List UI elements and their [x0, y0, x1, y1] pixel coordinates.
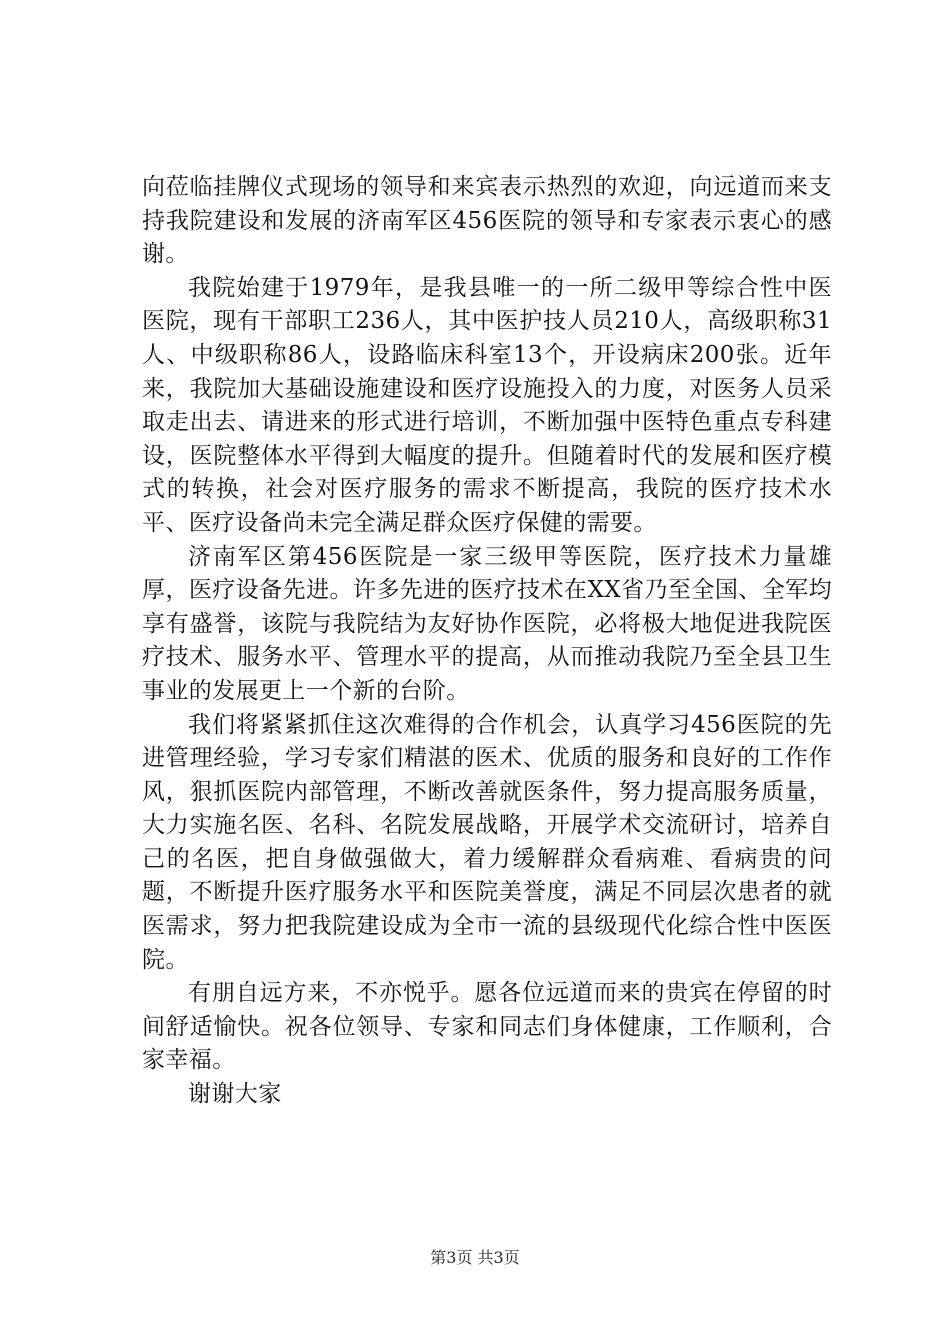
paragraph-partner-hospital: 济南军区第456医院是一家三级甲等医院，医疗技术力量雄厚，医疗设备先进。许多先进的医疗技术在XX省乃至全国、全军均享有盛誉，该院与我院结为友好协作医院，必将极大地促进我院医疗技术、服务水平、管理水平的提高，从而推动我院乃至全县卫生事业的发展更上一个新的台阶。 [142, 543, 832, 704]
page-number-footer: 第3页 共3页 [430, 1248, 520, 1267]
paragraph-welcome: 向莅临挂牌仪式现场的领导和来宾表示热烈的欢迎，向远道而来支持我院建设和发展的济南军区456医院的领导和专家表示衷心的感谢。 [142, 174, 832, 268]
paragraph-thanks: 谢谢大家 [188, 1081, 282, 1108]
paragraph-commitment: 我们将紧紧抓住这次难得的合作机会，认真学习456医院的先进管理经验，学习专家们精湛的医术、优质的服务和良好的工作作风，狠抓医院内部管理，不断改善就医条件，努力提高服务质量，大力实施名医、名科、名院发展战略，开展学术交流研讨，培养自己的名医，把自身做强做大，着力缓解群众看病难、看病贵的问题，不断提升医疗服务水平和医院美誉度，满足不同层次患者的就医需求，努力把我院建设成为全市一流的县级现代化综合性中医医院。 [142, 711, 832, 973]
document-body [142, 171, 832, 1112]
paragraph-wishes: 有朋自远方来，不亦悦乎。愿各位远道而来的贵宾在停留的时间舒适愉快。祝各位领导、专家和同志们身体健康，工作顺利，合家幸福。 [142, 980, 832, 1074]
paragraph-hospital-history: 我院始建于1979年，是我县唯一的一所二级甲等综合性中医医院，现有干部职工236人，其中医护技人员210人，高级职称31人、中级职称86人，设路临床科室13个，开设病床200张。近年来，我院加大基础设施建设和医疗设施投入的力度，对医务人员采取走出去、请进来的形式进行培训，不断加强中医特色重点专科建设，医院整体水平得到大幅度的提升。但随着时代的发展和医疗模式的转换，社会对医疗服务的需求不断提高，我院的医疗技术水平、医疗设备尚未完全满足群众医疗保健的需要。 [142, 274, 832, 536]
